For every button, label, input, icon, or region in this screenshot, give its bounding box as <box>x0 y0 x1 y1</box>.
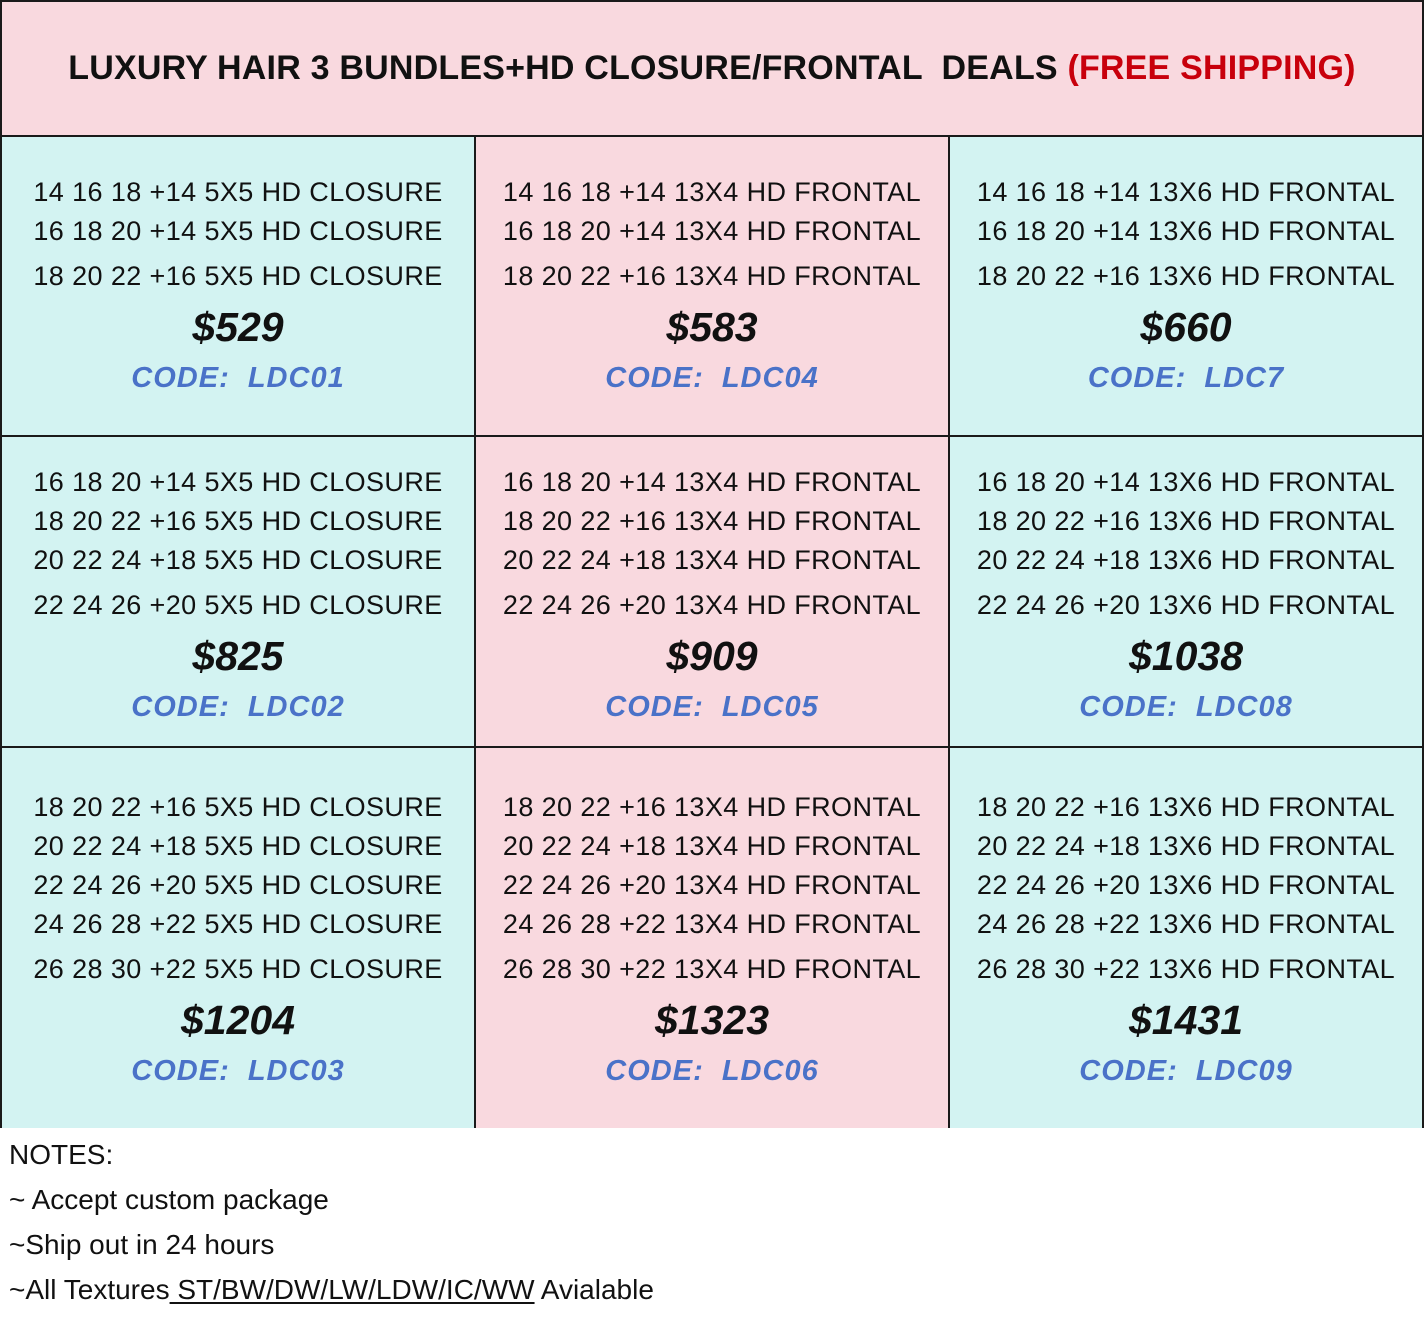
bundle-line: 22 24 26 +20 5X5 HD CLOSURE <box>33 870 443 900</box>
bundle-list <box>977 173 1395 296</box>
bundle-line: 16 18 20 +14 13X4 HD FRONTAL <box>502 467 922 497</box>
page-title: LUXURY HAIR 3 BUNDLES+HD CLOSURE/FRONTAL DEALS <box>68 49 1068 87</box>
deal-card <box>474 435 950 748</box>
bundle-list <box>977 788 1395 989</box>
bundle-line: 22 24 26 +20 13X6 HD FRONTAL <box>976 590 1396 620</box>
bundle-line: 20 22 24 +18 5X5 HD CLOSURE <box>33 831 443 861</box>
bundle-list <box>503 463 921 625</box>
deal-card <box>0 746 476 1130</box>
bundle-line: 26 28 30 +22 13X4 HD FRONTAL <box>502 954 922 984</box>
bundle-line: 16 18 20 +14 5X5 HD CLOSURE <box>33 216 443 246</box>
deal-card <box>948 746 1424 1130</box>
bundle-line: 16 18 20 +14 5X5 HD CLOSURE <box>33 467 443 497</box>
bundle-line: 18 20 22 +16 13X6 HD FRONTAL <box>976 792 1396 822</box>
bundle-line: 14 16 18 +14 13X4 HD FRONTAL <box>502 177 922 207</box>
bundle-line: 22 24 26 +20 13X6 HD FRONTAL <box>976 870 1396 900</box>
deal-price: $1323 <box>654 997 769 1043</box>
bundle-line: 20 22 24 +18 13X6 HD FRONTAL <box>976 831 1396 861</box>
bundle-line: 26 28 30 +22 13X6 HD FRONTAL <box>976 954 1396 984</box>
deal-card <box>948 435 1424 748</box>
bundle-list <box>33 463 442 625</box>
deal-code: CODE: LDC05 <box>605 691 819 723</box>
deal-code: CODE: LDC03 <box>131 1055 345 1087</box>
bundle-line: 18 20 22 +16 5X5 HD CLOSURE <box>33 792 443 822</box>
free-shipping-label: (FREE SHIPPING) <box>1067 49 1356 87</box>
deal-card <box>474 135 950 437</box>
deal-code: CODE: LDC06 <box>605 1055 819 1087</box>
bundle-line: 22 24 26 +20 13X4 HD FRONTAL <box>502 870 922 900</box>
note-textures <box>9 1267 1424 1312</box>
bundle-list <box>33 173 442 296</box>
deal-price: $529 <box>192 304 284 350</box>
deal-price: $1038 <box>1128 633 1243 679</box>
deal-price: $825 <box>192 633 284 679</box>
bundle-line: 18 20 22 +16 5X5 HD CLOSURE <box>33 506 443 536</box>
bundle-line: 20 22 24 +18 13X4 HD FRONTAL <box>502 545 922 575</box>
bundle-line: 18 20 22 +16 13X4 HD FRONTAL <box>502 506 922 536</box>
bundle-line: 22 24 26 +20 5X5 HD CLOSURE <box>33 590 443 620</box>
bundle-line: 26 28 30 +22 5X5 HD CLOSURE <box>33 954 443 984</box>
deal-code: CODE: LDC04 <box>605 362 819 394</box>
deal-code: CODE: LDC7 <box>1087 362 1285 394</box>
bundle-line: 14 16 18 +14 13X6 HD FRONTAL <box>976 177 1396 207</box>
note-custom-package: ~ Accept custom package <box>9 1184 329 1215</box>
bundle-line: 24 26 28 +22 13X6 HD FRONTAL <box>976 909 1396 939</box>
deal-code: CODE: LDC09 <box>1079 1055 1293 1087</box>
deal-code: CODE: LDC01 <box>131 362 345 394</box>
deal-price: $1431 <box>1128 997 1243 1043</box>
note-textures-list: ST/BW/DW/LW/LDW/IC/WW <box>169 1274 535 1305</box>
bundle-line: 18 20 22 +16 13X4 HD FRONTAL <box>502 261 922 291</box>
deal-card <box>0 435 476 748</box>
bundle-line: 24 26 28 +22 13X4 HD FRONTAL <box>502 909 922 939</box>
deal-code: CODE: LDC08 <box>1079 691 1293 723</box>
bundle-line: 16 18 20 +14 13X6 HD FRONTAL <box>976 467 1396 497</box>
deal-price: $1204 <box>180 997 295 1043</box>
deal-card <box>474 746 950 1130</box>
notes-heading: NOTES: <box>9 1139 114 1170</box>
note-shipping-time: ~Ship out in 24 hours <box>9 1229 275 1260</box>
bundle-list <box>33 788 442 989</box>
deal-card <box>948 135 1424 437</box>
bundle-line: 24 26 28 +22 5X5 HD CLOSURE <box>33 909 443 939</box>
deals-grid <box>0 135 1424 1130</box>
notes-section <box>0 1128 1424 1331</box>
bundle-line: 16 18 20 +14 13X4 HD FRONTAL <box>502 216 922 246</box>
deal-card <box>0 135 476 437</box>
bundle-line: 20 22 24 +18 13X6 HD FRONTAL <box>976 545 1396 575</box>
deal-price: $660 <box>1140 304 1232 350</box>
note-textures-prefix: ~All Textures <box>9 1274 170 1305</box>
deal-code: CODE: LDC02 <box>131 691 345 723</box>
bundle-list <box>977 463 1395 625</box>
bundle-line: 18 20 22 +16 5X5 HD CLOSURE <box>33 261 443 291</box>
bundle-line: 20 22 24 +18 5X5 HD CLOSURE <box>33 545 443 575</box>
note-textures-suffix: Avialable <box>534 1274 654 1305</box>
bundle-line: 20 22 24 +18 13X4 HD FRONTAL <box>502 831 922 861</box>
deal-price: $583 <box>666 304 758 350</box>
header-banner <box>0 0 1424 137</box>
bundle-line: 18 20 22 +16 13X6 HD FRONTAL <box>976 506 1396 536</box>
bundle-list <box>503 173 921 296</box>
bundle-line: 22 24 26 +20 13X4 HD FRONTAL <box>502 590 922 620</box>
bundle-line: 16 18 20 +14 13X6 HD FRONTAL <box>976 216 1396 246</box>
bundle-line: 14 16 18 +14 5X5 HD CLOSURE <box>33 177 443 207</box>
deal-price: $909 <box>666 633 758 679</box>
bundle-list <box>503 788 921 989</box>
bundle-line: 18 20 22 +16 13X4 HD FRONTAL <box>502 792 922 822</box>
bundle-line: 18 20 22 +16 13X6 HD FRONTAL <box>976 261 1396 291</box>
